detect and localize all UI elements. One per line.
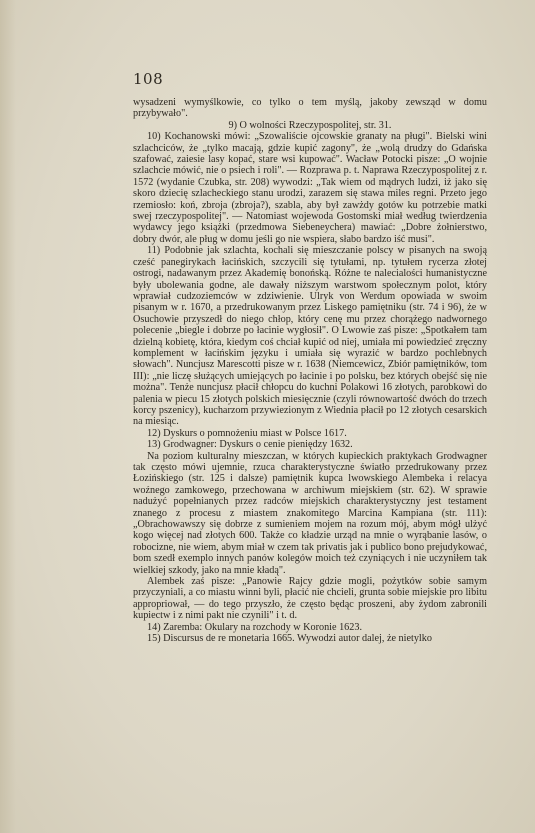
paragraph: wysadzeni wymyślkowie, co tylko o tem myślą, jakoby zewsząd w domu przybywało". [133,97,487,120]
paragraph: 9) O wolności Rzeczypospolitej, str. 31. [228,119,392,131]
paragraph: 15) Discursus de re monetaria 1665. Wywodzi autor dalej, że nietylko [147,633,432,645]
paragraph: 10) Kochanowski mówi: „Szowaliście ojcowskie granaty na pługi". Bielski wini szlachciców, że „tylko macają, gdzie kupić zagony", że „wolą drudzy do Gdańska szafować, zaiesie lasy kopać, stare wsi kupować". Wacław Potocki pisze: „O wojnie szlachcie mówić, nie o psiech i roli". — Rozprawa p. t. Naprawa Rzeczypospolitej z r. 1572 (wydanie Czubka, str. 208) wywodzi: „Tak wiem od mądrych ludzi, iż jako się skoro dziecię szlacheckiego stanu urodzi, zarazem się stawa miles regni. Przeto jego rzemiosło: koń, zbroja (zbroja?), szabla, aby był zawżdy gotów ku potrzebie matki swej rzeczypospolitej". — Natomiast wojewoda Gostomski miał według twierdzenia wydawcy jego książki (przedmowa Siebeneychera) mawiać: „Dobre żołnierstwo, dobry dwór, ale pług w domu jeśli go nie wspiera, słabo bardzo iść musi". [133,131,487,245]
paragraph: 14) Zaremba: Okulary na rozchody w Koronie 1623. [147,621,363,633]
page-edge-shadow [0,0,16,833]
page-number: 108 [133,70,164,88]
paragraph: 11) Podobnie jak szlachta, kochali się mieszczanie polscy w pisanych na swoją cześć panegirykach łacińskich, szczycili się tytułami, np. tytułem rycerza złotej ostrogi, nadawanym przez Akademię bonońską. Różne te nalecialości humanistyczne były ubolewania godne, ale dawały niższym warstwom społecznym polot, który wprawiał cudzoziemców w zdziwienie. Ulryk von Werdum opowiada w swoim pisanym w r. 1670, a przedrukowanym przez Liskego pamiętniku (str. 74 i 96), że w Osuchowie przyszedł do niego chłop, który cenę mu przez chorążego nadwornego polecenie „biegle i dobrze po łacinie wygłosił". O Lwowie zaś pisze: „Spotkałem tam dzielną kobietę, która, kiedym coś chciał kupić od niej, umiała mi powiedzieć zręczny komplement w łacińskim języku i umiała się wyrazić w bardzo pochlebnych słowach". Nuncjusz Marescotti pisze w r. 1638 (Niemcewicz, Zbiór pamiętników, tom III): „nie liczę służących umiejących po łacinie i po polsku, bez których obejść się nie można". Tenże nuncjusz płacił chłopcu do kuchni Polakowi 16 złotych, parobkowi do palenia w piecu 15 złotych polskich miesięcznie (czyli równowartość dwóch do trzech korcy pszenicy), kucharzom przywiezionym z Wiednia płacił po 12 złotych cesarskich na miesiąc. [133,245,487,428]
footnotes-text [133,97,487,645]
paragraph: 12) Dyskurs o pomnożeniu miast w Polsce 1617. [147,427,347,439]
paragraph: Alembek zaś pisze: „Panowie Rajcy gdzie mogli, pożytków sobie samym przyczyniali, a co miastu winni byli, płacić nie chcieli, grunta sobie miejskie pro libitu appropriował, — do tego przyszło, że często będąc proszeni, aby żydom zabronili kupiectw i z nimi pakt nie czynili" i t. d. [133,576,487,622]
paragraph: Na poziom kulturalny mieszczan, w których kupieckich praktykach Grodwagner tak często mówi ujemnie, rzuca charakterystyczne światło przedrukowany przez Łozińskiego (str. 125 i dalsze) pamiętnik kupca lwowskiego Alembeka i relacya woźnego zamkowego, przechowana w archiwum miejskiem (str. 62). W sprawie nadużyć popełnianych przez radców miejskich charakterystyczny jest testament znanego z procesu z miastem znakomitego Marcina Kampiana (str. 111): „Obrachowawszy się dobrze z sumieniem mojem na rozum mój, abym mógł ulżyć kogo więcej nad złotych 600. Także co kładzie urząd na mnie o wyrąbanie lasów, o robocizne, nie wiem, abym miał w czem tak privatis jak i publico bono prejudykować, bom szedł exemplo innych panów kolegów moich też czyniących i nie uczyniłem tak wielkiej szkody, jako na mnie kładą". [133,450,487,576]
paragraph: 13) Grodwagner: Dyskurs o cenie pieniędzy 1632. [147,439,353,451]
